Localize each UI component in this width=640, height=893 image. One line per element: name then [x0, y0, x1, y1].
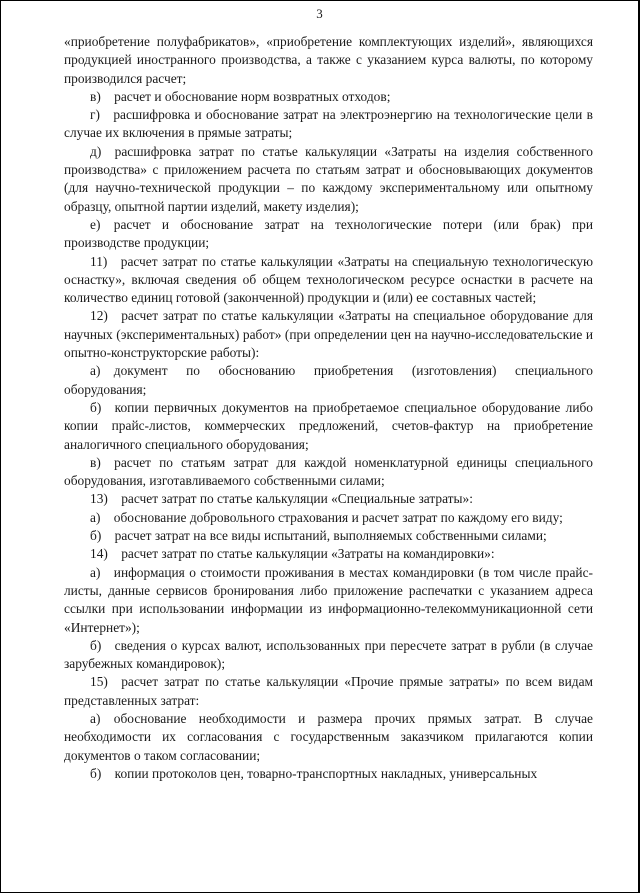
paragraph: а) документ по обоснованию приобретения (изготовления) специального оборудования; [64, 363, 593, 397]
paragraph: а) обоснование необходимости и размера прочих прямых затрат. В случае необходимости их согласования с государственным заказчиком прилагаются копии документов о таком согласовании; [64, 710, 593, 763]
paragraph: в) расчет и обоснование норм возвратных отходов; [90, 88, 391, 104]
page-number: 3 [316, 6, 323, 21]
paragraph: б) копии первичных документов на приобретаемое специальное оборудование либо копии прайс-листов, коммерческих предложений, счетов-фактур на приобретение аналогичного специального оборудования; [64, 399, 593, 452]
paragraph: а) обоснование добровольного страхования и расчет затрат по каждому его виду; [90, 509, 563, 525]
paragraph: б) расчет затрат на все виды испытаний, выполняемых собственными силами; [90, 528, 547, 544]
paragraph: б) сведения о курсах валют, использованных при пересчете затрат в рубли (в случае зарубежных командировок); [64, 637, 593, 672]
paragraph: «приобретение полуфабрикатов», «приобретение комплектующих изделий», являющихся продукцией иностранного производства, а также с указанием курса валюты, по которому производился расчет; [64, 34, 593, 86]
paragraph: 15) расчет затрат по статье калькуляции «Прочие прямые затраты» по всем видам представленных затрат: [64, 674, 593, 708]
paragraph: 14) расчет затрат по статье калькуляции «Затраты на командировки»: [90, 546, 495, 562]
paragraph: д) расшифровка затрат по статье калькуляции «Затраты на изделия собственного производства» с приложением расчета по статьям затрат и обосновывающих документов (для научно-технической продукции – по каждому экспериментальному или опытному образцу, опытной партии изделий, макету изделия); [64, 143, 593, 214]
paragraph: в) расчет по статьям затрат для каждой номенклатурной единицы специального оборудования, изготавливаемого собственными силами; [64, 454, 593, 489]
paragraph: г) расшифровка и обоснование затрат на электроэнергию на технологические цели в случае их включения в прямые затраты; [64, 107, 593, 141]
paragraph: б) копии протоколов цен, товарно-транспортных накладных, универсальных [90, 765, 538, 781]
paragraph: а) информация о стоимости проживания в местах командировки (в том числе прайс-листы, данные сервисов бронирования либо приложение распечатки с указанием адреса ссылки при использовании информации из информационно-телекоммуникационной сети «Интернет»); [64, 564, 593, 635]
paragraph: 12) расчет затрат по статье калькуляции «Затраты на специальное оборудование для научных (экспериментальных) работ» (при определении цен на научно-исследовательские и опытно-конструкторские работы): [64, 308, 593, 361]
paragraph: е) расчет и обоснование затрат на технологические потери (или брак) при производстве продукции; [64, 216, 593, 251]
paragraph: 11) расчет затрат по статье калькуляции «Затраты на специальную технологическую оснастку», включая сведения об общем технологическом ресурсе оснастки в расчете на количество единиц готовой (законченной) продукции и (или) ее составных частей; [64, 253, 593, 306]
paragraph: 13) расчет затрат по статье калькуляции «Специальные затраты»: [90, 491, 473, 507]
document-body [64, 33, 593, 783]
